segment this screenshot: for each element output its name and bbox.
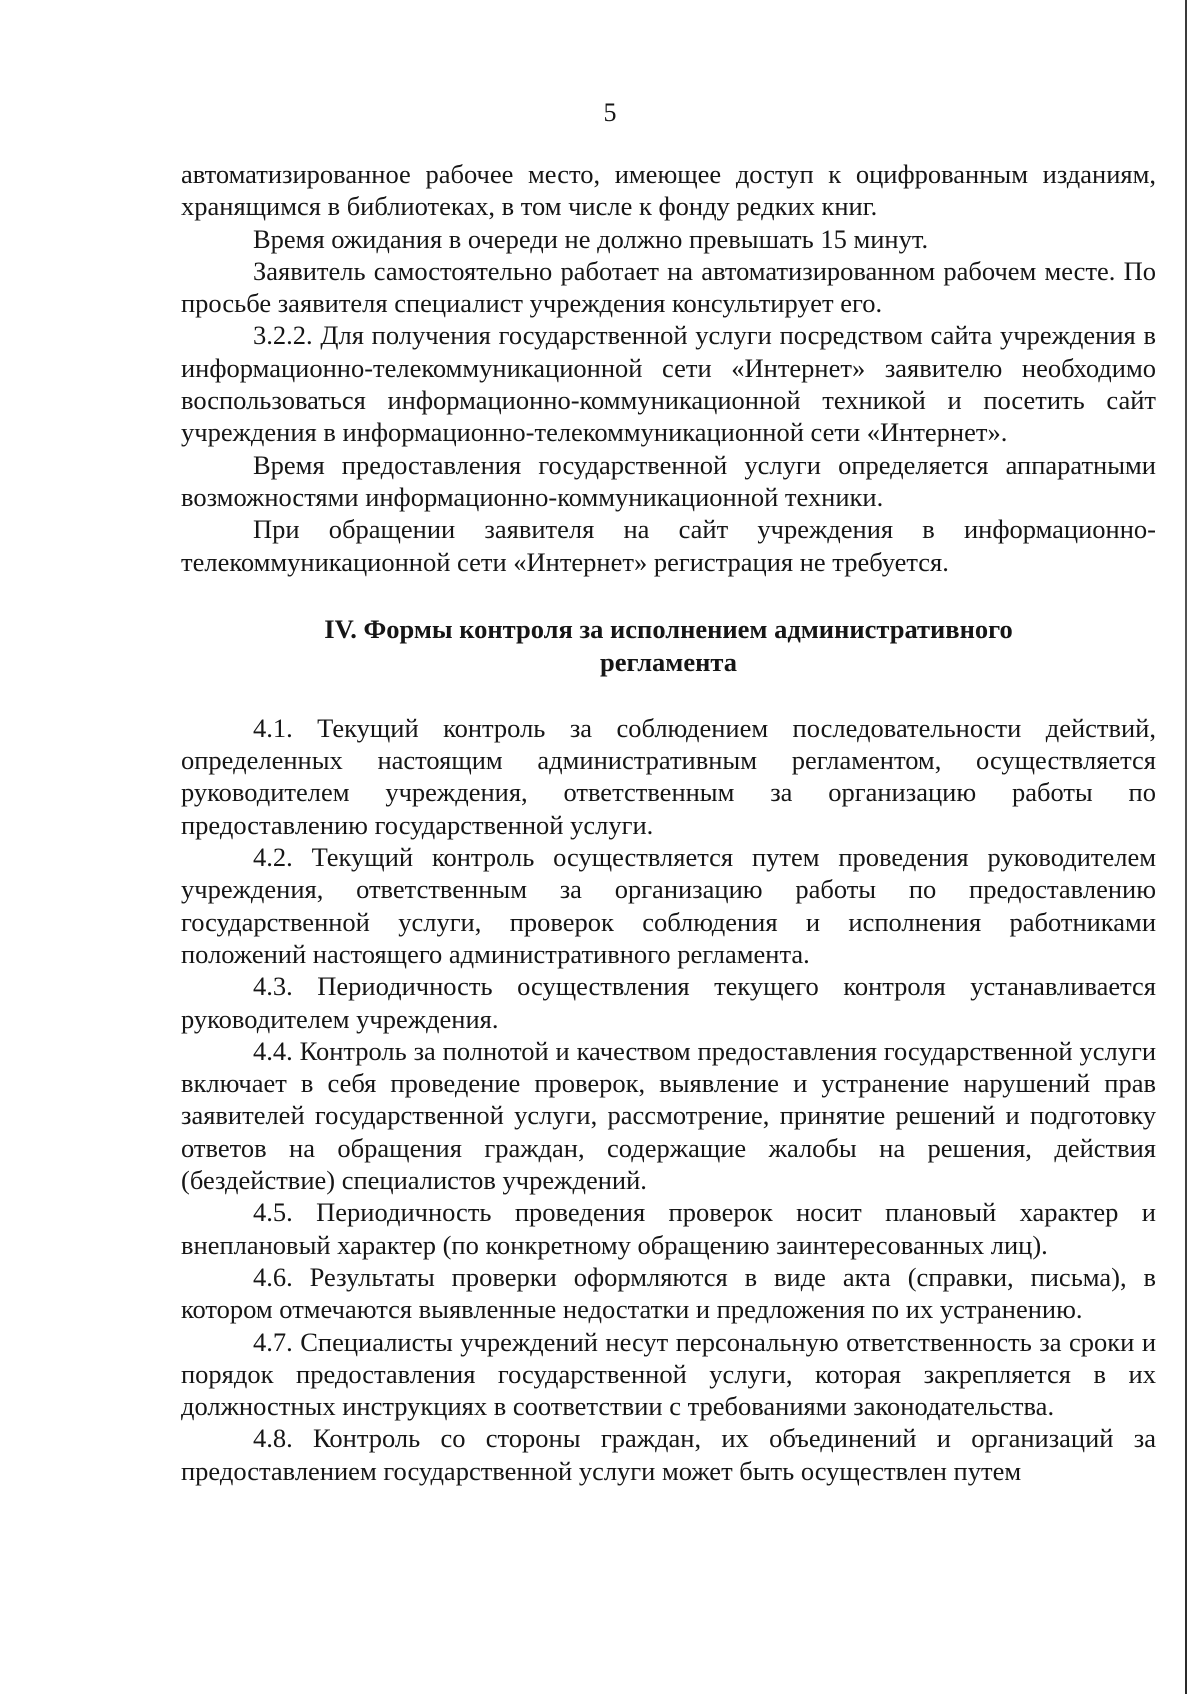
section-heading-line-2: регламента (600, 646, 737, 677)
paragraphs-after-section (181, 712, 1156, 1487)
paragraph: 4.3. Периодичность осуществления текущего контроля устанавливается руководителем учреждения. (181, 971, 1156, 1034)
paragraph: При обращении заявителя на сайт учреждения в информационно-телекоммуникационной сети «Интернет» регистрация не требуется. (181, 514, 1156, 577)
section-heading-line-1: IV. Формы контроля за исполнением административного (324, 613, 1013, 644)
paragraph: 4.2. Текущий контроль осуществляется путем проведения руководителем учреждения, ответственным за организацию работы по предоставлению государственной услуги, проверок соблюдения и исполнения работниками положений настоящего административного регламента. (181, 842, 1156, 969)
scan-edge-line (1185, 0, 1187, 1694)
paragraph: 4.8. Контроль со стороны граждан, их объединений и организаций за предоставлением государственной услуги может быть осуществлен путем (181, 1423, 1156, 1486)
paragraph: автоматизированное рабочее место, имеющее доступ к оцифрованным изданиям, хранящимся в библиотеках, в том числе к фонду редких книг. (181, 159, 1156, 222)
paragraph: 4.7. Специалисты учреждений несут персональную ответственность за сроки и порядок предоставления государственной услуги, которая закрепляется в их должностных инструкциях в соответствии с требованиями законодательства. (181, 1326, 1156, 1422)
section-heading (181, 613, 1156, 679)
document-body (181, 158, 1156, 1487)
paragraph: Время ожидания в очереди не должно превышать 15 минут. (253, 223, 929, 254)
page-number: 5 (603, 98, 617, 127)
paragraph: 3.2.2. Для получения государственной услуги посредством сайта учреждения в информационно-телекоммуникационной сети «Интернет» заявителю необходимо воспользоваться информационно-коммуникационной техникой и посетить сайт учреждения в информационно-телекоммуникационной сети «Интернет». (181, 320, 1156, 448)
paragraph: 4.1. Текущий контроль за соблюдением последовательности действий, определенных настоящим административным регламентом, осуществляется руководителем учреждения, ответственным за организацию работы по предоставлению государственной услуги. (181, 712, 1156, 840)
paragraph: 4.5. Периодичность проведения проверок носит плановый характер и внеплановый характер (по конкретному обращению заинтересованных лиц). (181, 1197, 1156, 1260)
paragraph: Заявитель самостоятельно работает на автоматизированном рабочем месте. По просьбе заявителя специалист учреждения консультирует его. (181, 255, 1156, 319)
paragraphs-before-section (181, 158, 1156, 578)
paragraph: 4.4. Контроль за полнотой и качеством предоставления государственной услуги включает в себя проведение проверок, выявление и устранение нарушений прав заявителей государственной услуги, рассмотрение, принятие решений и подготовку ответов на обращения граждан, содержащие жалобы на решения, действия (бездействие) специалистов учреждений. (181, 1035, 1156, 1196)
paragraph: Время предоставления государственной услуги определяется аппаратными возможностями информационно-коммуникационной техники. (181, 449, 1156, 512)
paragraph: 4.6. Результаты проверки оформляются в виде акта (справки, письма), в котором отмечаются выявленные недостатки и предложения по их устранению. (181, 1261, 1156, 1325)
